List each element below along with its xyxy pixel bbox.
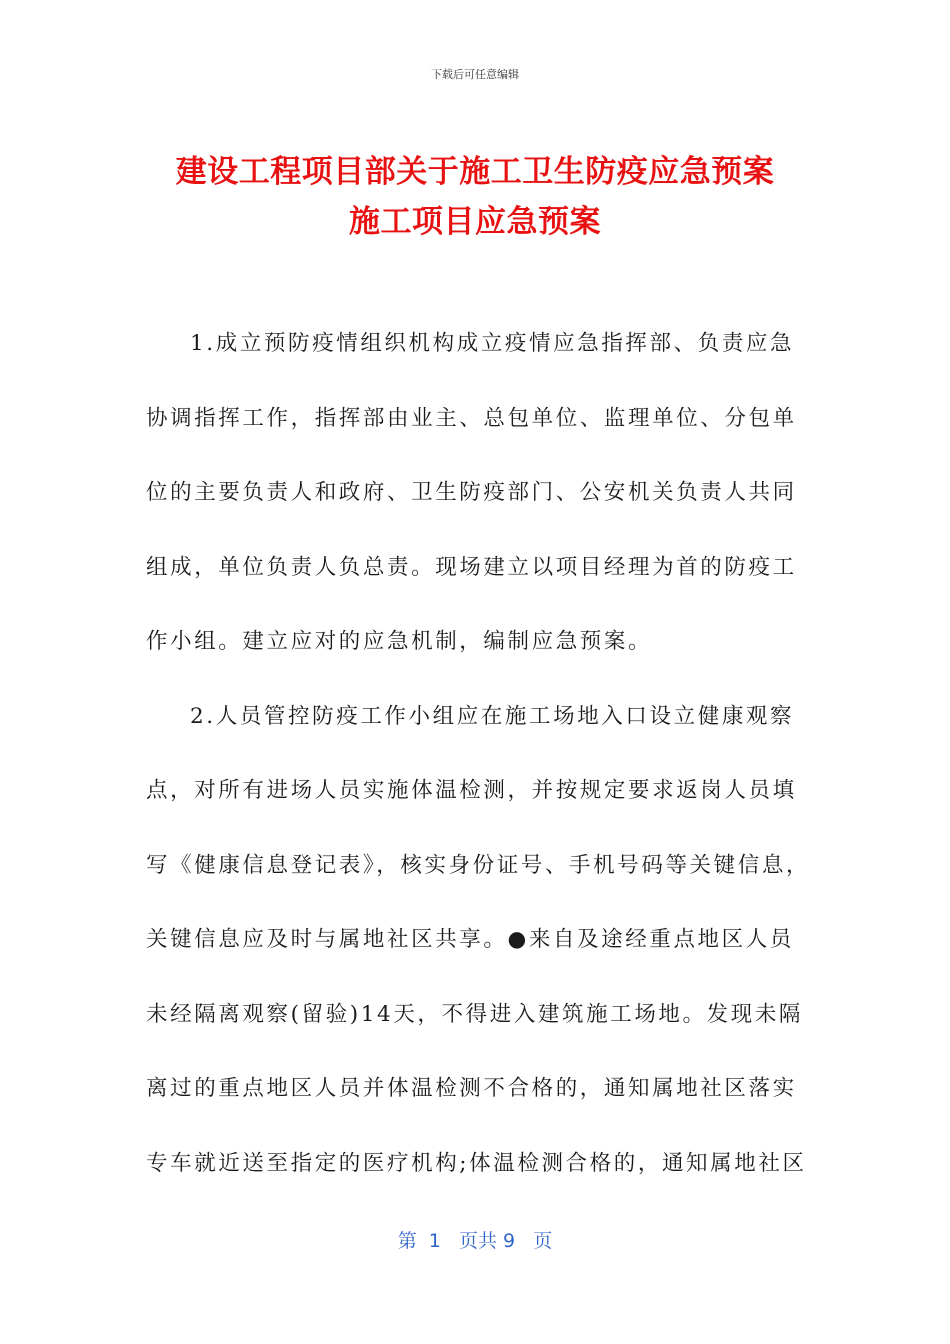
body-line: 2.人员管控防疫工作小组应在施工场地入口设立健康观察 bbox=[190, 703, 795, 729]
body-line: 专车就近送至指定的医疗机构;体温检测合格的，通知属地社区 bbox=[146, 1150, 807, 1176]
page-number-footer: 第 1 页共 9 页 bbox=[397, 1230, 553, 1252]
document-body bbox=[146, 322, 810, 1216]
body-line: 点，对所有进场人员实施体温检测，并按规定要求返岗人员填 bbox=[146, 778, 797, 803]
document-title-line-2: 施工项目应急预案 bbox=[349, 204, 601, 240]
body-line: 位的主要负责人和政府、卫生防疫部门、公安机关负责人共同 bbox=[146, 480, 797, 505]
body-line: 未经隔离观察(留验)14天，不得进入建筑施工场地。发现未隔 bbox=[146, 1001, 804, 1027]
body-line: 协调指挥工作，指挥部由业主、总包单位、监理单位、分包单 bbox=[146, 405, 797, 431]
body-line: 作小组。建立应对的应急机制，编制应急预案。 bbox=[146, 629, 653, 654]
body-line: 离过的重点地区人员并体温检测不合格的，通知属地社区落实 bbox=[146, 1076, 797, 1101]
download-note: 下载后可任意编辑 bbox=[431, 68, 519, 81]
body-line: 写《健康信息登记表》，核实身份证号、手机号码等关键信息， bbox=[146, 852, 811, 878]
document-title-line-1: 建设工程项目部关于施工卫生防疫应急预案 bbox=[175, 154, 775, 190]
body-line: 关键信息应及时与属地社区共享。●来自及途经重点地区人员 bbox=[146, 927, 794, 952]
body-line: 组成，单位负责人负总责。现场建立以项目经理为首的防疫工 bbox=[146, 554, 797, 580]
body-line: 1.成立预防疫情组织机构成立疫情应急指挥部、负责应急 bbox=[190, 331, 795, 356]
